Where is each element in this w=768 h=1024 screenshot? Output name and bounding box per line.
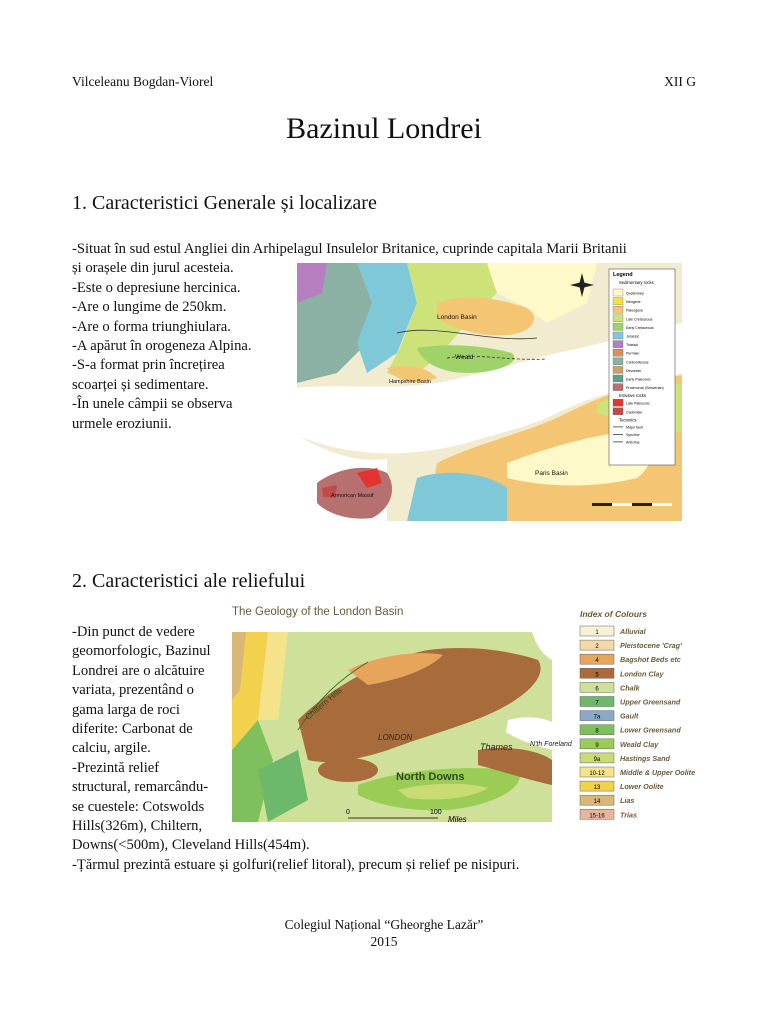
index-code: 9 (595, 742, 599, 749)
section2-line: calciu, argile. (72, 740, 151, 757)
map-label-london-basin: London Basin (437, 314, 477, 321)
index-label: Hastings Sand (620, 753, 670, 763)
section1-line: -Are o forma triunghiulara. (72, 318, 231, 335)
legend-label: Quaternary (626, 291, 644, 296)
footer-year: 2015 (370, 934, 398, 949)
geomap-label-foreland: N'th Foreland (530, 741, 572, 748)
index-label: Pleistocene 'Crag' (620, 641, 682, 651)
legend-title: Legend (613, 272, 633, 278)
index-code: 15-16 (589, 813, 605, 820)
legend-label: Triassic (626, 343, 639, 348)
index-code: 13 (593, 785, 601, 792)
index-label: Chalk (620, 683, 640, 693)
legend-label: Early Paleozoic (626, 377, 651, 382)
legend-label: Late Cretaceous (626, 317, 653, 322)
legend-label: Cadomian (626, 410, 643, 415)
section2-line: Hills(326m), Chiltern, (72, 818, 203, 835)
map-label-weald: Weald (455, 354, 474, 361)
section2-line: geomorfologic, Bazinul (72, 643, 211, 660)
regional-geology-map (297, 263, 682, 521)
legend-label: Neogene (626, 300, 641, 305)
legend-swatch (613, 384, 623, 391)
index-label: Lias (620, 796, 635, 806)
legend-swatch (613, 289, 623, 296)
footer (0, 916, 768, 950)
legend-label: Devonian (626, 368, 642, 373)
index-of-colours (580, 626, 695, 819)
section2-heading: 2. Caracteristici ale reliefului (72, 570, 306, 592)
section1-line: -A apărut în orogeneza Alpina. (72, 338, 252, 355)
index-label: Trias (620, 810, 638, 820)
legend-label: Paleogene (626, 308, 644, 313)
legend-label: Jurassic (626, 334, 640, 339)
section2-line: -Prezintă relief (72, 759, 160, 776)
geomap-title: The Geology of the London Basin (232, 606, 404, 618)
london-basin-geology-map (228, 600, 718, 832)
index-code: 1 (595, 630, 599, 636)
legend-swatch (613, 375, 623, 382)
section1-line: urmele eroziunii. (72, 415, 172, 432)
index-code: 4 (595, 658, 599, 665)
legend-swatch (613, 349, 623, 356)
legend-group-sedimentary: Sedimentary rocks (619, 280, 654, 285)
document-title: Bazinul Londrei (286, 112, 482, 145)
index-code: 5 (595, 672, 599, 679)
geomap-label-london: LONDON (378, 733, 413, 742)
section1-line: -S-a format prin încrețirea (72, 357, 225, 374)
geomap-scale-unit: Miles (448, 815, 467, 824)
class-label: XII G (664, 74, 696, 89)
section2-line: variata, prezentând o (72, 682, 194, 699)
legend-group: Tectonics (619, 417, 637, 423)
geomap-label-chiltern: Chiltern Hills (303, 685, 344, 722)
legend-label: Anticline (626, 440, 640, 445)
index-code: 10-12 (589, 771, 605, 777)
footer-school: Colegiul Național “Gheorghe Lazăr” (284, 917, 484, 932)
legend-label: Proterozoic (Brioverian) (626, 386, 664, 391)
index-code: 7a (593, 714, 601, 721)
map-label-hampshire: Hampshire Basin (389, 379, 431, 385)
section1-line: scoarței și sedimentare. (72, 376, 209, 393)
legend-label: Permian (626, 351, 640, 356)
section1-heading: 1. Caracteristici Generale și localizare (72, 192, 377, 214)
legend-label: Early Cretaceous (626, 325, 654, 330)
section2-line: diferite: Carbonat de (72, 721, 193, 738)
section2-line: gama larga de roci (72, 701, 180, 718)
legend-label: Carboniferous (626, 360, 649, 365)
section1-line: -Este o depresiune hercinica. (72, 279, 241, 296)
index-label: Upper Greensand (620, 697, 681, 707)
index-label: Lower Greensand (620, 725, 681, 735)
geomap-scale-start: 0 (346, 809, 350, 816)
section1-line: -Are o lungime de 250km. (72, 299, 227, 316)
legend-swatch (613, 408, 623, 415)
legend-group: Intrusive rocks (619, 393, 646, 399)
section1-line: -Situat în sud estul Angliei din Arhipelagul Insulelor Britanice, cuprinde capitala Marii Britanii (72, 241, 627, 257)
map-legend (609, 269, 675, 465)
index-label: Gault (620, 711, 639, 721)
section1-line: și orașele din jurul acesteia. (72, 260, 234, 277)
section2-line: structural, remarcându- (72, 779, 209, 796)
legend-swatch (613, 366, 623, 373)
legend-swatch (613, 315, 623, 322)
index-label: Weald Clay (620, 739, 659, 749)
index-code: 7 (595, 700, 599, 707)
index-label: Middle & Upper Oolite (620, 768, 696, 777)
index-code: 6 (595, 686, 599, 693)
section2-line: se cuestele: Cotswolds (72, 798, 205, 815)
scale-bar (592, 503, 672, 506)
legend-label: Late Paleozoic (626, 401, 650, 406)
geomap-scale-end: 100 (430, 809, 442, 816)
index-label: Lower Oolite (620, 782, 664, 792)
legend-label: Syncline (626, 432, 640, 437)
legend-swatch (613, 399, 623, 406)
index-code: 8 (595, 728, 599, 735)
map-label-paris-basin: Paris Basin (535, 470, 568, 477)
legend-swatch (613, 298, 623, 305)
legend-swatch (613, 306, 623, 313)
index-label: Alluvial (620, 627, 646, 636)
map-label-armorican: Armorican Massif (331, 493, 374, 499)
legend-swatch (613, 358, 623, 365)
index-label: London Clay (620, 669, 664, 679)
section2-line: -Țărmul prezintă estuare și golfuri(relief litoral), precum și relief pe nisipuri. (72, 856, 520, 873)
index-title: Index of Colours (580, 609, 648, 619)
section2-line: -Din punct de vedere (72, 624, 195, 640)
geomap-label-thames: Thames (480, 742, 513, 752)
index-code: 2 (595, 644, 599, 651)
geomap-label-north-downs: North Downs (396, 771, 465, 783)
legend-label: Major fault (626, 425, 643, 430)
index-code: 14 (593, 799, 601, 806)
legend-swatch (613, 323, 623, 330)
section2-line: Londrei are o alcătuire (72, 662, 205, 679)
index-label: Bagshot Beds etc (620, 655, 681, 665)
section2-line: Downs(<500m), Cleveland Hills(454m). (72, 837, 310, 854)
author-name: Vilceleanu Bogdan-Viorel (72, 74, 214, 89)
legend-swatch (613, 341, 623, 348)
index-code: 9a (593, 756, 601, 763)
section1-line: -În unele câmpii se observa (72, 396, 233, 413)
legend-swatch (613, 332, 623, 339)
